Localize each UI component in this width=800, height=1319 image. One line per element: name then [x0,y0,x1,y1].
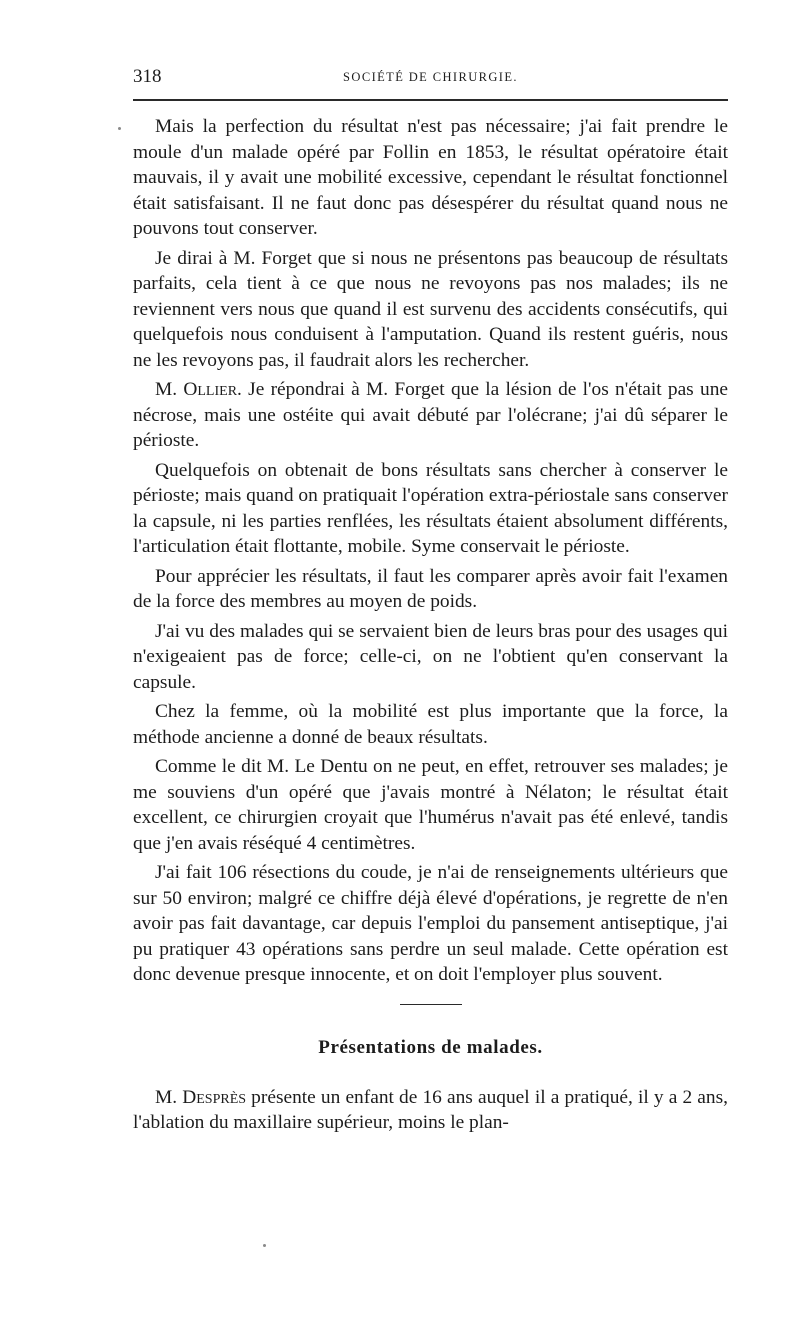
running-head [133,62,728,92]
paragraph: Mais la perfection du résultat n'est pas nécessaire; j'ai fait prendre le moule d'un malade opéré par Follin en 1853, le résultat opératoire était mauvais, il y avait une mobilité excessive, cependant le résultat fonctionnel était satisfaisant. Il ne faut donc pas désespérer du résultat quand nous ne pouvons tout conserver. [133,116,728,239]
speaker-prefix: M. [155,1086,183,1108]
paragraph-despres [133,1085,728,1136]
paragraph: J'ai fait 106 résections du coude, je n'ai de renseignements ultérieurs que sur 50 environ; malgré ce chiffre déjà élevé d'opérations, je regrette de n'en avoir pas fait davantage, car depuis l'emploi du pansement antiseptique, j'ai pu pratiquer 43 opérations sans perdre un seul malade. Cette opération est donc devenue presque innocente, et on doit l'employer plus souvent. [133,862,728,985]
paper-blemish [263,1244,266,1247]
paragraph-text: . Je répondrai à M. Forget que la lésion de l'os n'était pas une nécrose, mais une ostéite qui avait débuté par l'olécrane; j'ai dû séparer le périoste. [133,379,729,451]
paragraph-text: présente un enfant de 16 ans auquel il a pratiqué, il y a 2 ans, l'ablation du maxillaire supérieur, moins le plan- [133,1086,729,1133]
running-head-title: SOCIÉTÉ DE CHIRURGIE. [343,70,518,84]
paragraph-ollier [133,377,728,454]
paragraph: Chez la femme, où la mobilité est plus importante que la force, la méthode ancienne a donné de beaux résultats. [133,701,728,748]
paragraph: Pour apprécier les résultats, il faut les comparer après avoir fait l'examen de la force des membres au moyen de poids. [133,565,728,612]
page-body [133,114,728,1140]
paragraph: Quelquefois on obtenait de bons résultats sans chercher à conserver le périoste; mais quand on pratiquait l'opération extra-périostale sans conserver la capsule, ni les parties renflées, les résultats étaient absolument différents, l'articulation était flottante, mobile. Syme conservait le périoste. [133,459,728,557]
page [133,62,729,1133]
section-heading: Présentations de malades. [318,1036,543,1058]
paragraph: Comme le dit M. Le Dentu on ne peut, en effet, retrouver ses malades; je me souviens d'un opéré que j'avais montré à Nélaton; le résultat était excellent, ce chirurgien croyait que l'humérus n'avait pas été enlevé, tandis que j'en avais réséqué 4 centimètres. [133,756,728,854]
speaker-prefix: M. [155,379,184,400]
paragraph: Je dirai à M. Forget que si nous ne présentons pas beaucoup de résultats parfaits, cela tient à ce que nous ne revoyons pas nos malades; ils ne reviennent vers nous que quand il est survenu des accidents consécutifs, qui quelquefois nous conduisent à l'amputation. Quand ils restent guéris, nous ne les revoyons pas, il faudrait alors les rechercher. [133,247,728,371]
paper-blemish [118,127,121,130]
section-divider [400,1004,462,1005]
speaker-name: Ollier [183,379,238,400]
page-number: 318 [133,66,162,87]
speaker-name: Desprès [182,1086,247,1108]
header-rule [133,99,728,101]
paragraph: J'ai vu des malades qui se servaient bien de leurs bras pour des usages qui n'exigeaient pas de force; celle-ci, on ne l'obtient qu'en conservant la capsule. [133,620,728,693]
